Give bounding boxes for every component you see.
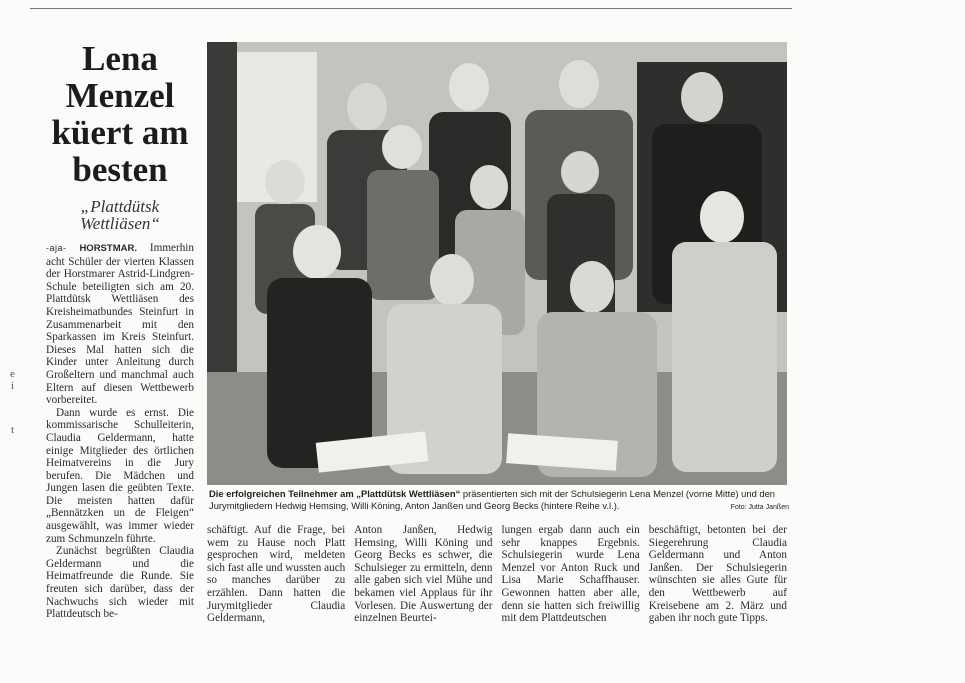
group-photo: [207, 42, 787, 485]
article-subheadline: „Plattdütsk Wettliäsen“: [80, 197, 160, 233]
dateline: HORSTMAR.: [79, 243, 137, 254]
photo-caption: [209, 488, 789, 514]
group-photo-image: [207, 42, 787, 485]
column-3: Anton Janßen, Hedwig Hemsing, Willi Köning und Georg Becks es schwer, die Schulsieger zu ermitteln, denn alle gaben sich viel Mühe und bekamen viel Applaus für ihr Vorlesen. Die Auswertung der einzelnen Beurtei-: [354, 524, 493, 625]
lead-paragraph: [46, 242, 194, 407]
column-2: schäftigt. Auf die Frage, bei wem zu Hause noch Platt gesprochen wird, meldeten sich fast alle und wussten auch so manches darüber zu erzählen. Dann hatten die Jurymitglieder Claudia Geldermann,: [207, 524, 346, 625]
author-kicker: -aja-: [46, 243, 67, 253]
article-body-left: [46, 242, 194, 621]
article-bottom-columns: [207, 524, 787, 634]
lead-text: Immerhin acht Schüler der vierten Klassen der Horstmarer Astrid-Lindgren-Schule beteiligten sich am 20. Plattdütsk Wettliäsen des Kreisheimatbundes Steinfurt in Zusammenarbeit mit den Sparkassen im Kreis Steinfurt. Dieses Mal hatten sich die Kinder unter Anleitung durch Großeltern und manchmal auch Eltern auf diesen Wettbewerb vorbereitet.: [46, 242, 195, 407]
margin-mark: i: [11, 380, 15, 392]
column-4: lungen ergab dann auch ein sehr knappes Ergebnis. Schulsiegerin wurde Lena Menzel vor Anton Ruck und Lisa Marie Schaffhauser. Gewonnen hatten aber alle, denn sie hatten sich freiwillig mit dem Plattdeutschen: [501, 524, 640, 625]
paragraph-2: Dann wurde es ernst. Die kommissarische Schulleiterin, Claudia Geldermann, hatte einige Mitglieder des örtlichen Heimatvereins in die Jury berufen. Die Mädchen und Jungen lasen die geübten Texte. Die meisten hatten dafür „Bennätzken un de Fleigen“ ausgewählt, was immer wieder zum Schmunzeln führte.: [46, 406, 194, 545]
margin-mark: e: [10, 368, 15, 380]
caption-bold: Die erfolgreichen Teilnehmer am „Plattdütsk Wettliäsen“: [209, 488, 461, 499]
article-left-column: [46, 40, 194, 621]
margin-mark: t: [11, 424, 15, 436]
article-headline: Lena Menzel küert am besten: [51, 39, 189, 189]
column-5: beschäftigt, betonten bei der Siegerehrung Claudia Geldermann und Anton Janßen. Der Schulsiegerin wünschten sie alles Gute für den Wettbewerb auf Kreisebene am 2. März und gaben ihr noch gute Tipps.: [648, 524, 787, 625]
page-top-rule: [30, 8, 792, 9]
paragraph-3-start: Zunächst begrüßten Claudia Geldermann und die Heimatfreunde die Runde. Sie freuten sich darüber, dass der Nachwuchs sich wieder mit Plattdeutsch be-: [46, 545, 194, 621]
photo-credit: Foto: Jutta Janßen: [730, 504, 789, 511]
caption-text: präsentierten sich mit der Schulsiegerin Lena Menzel (vorne Mitte) und den Jurymitgliedern Hedwig Hemsing, Willi Köning, Anton Janßen und Georg Becks (hintere Reihe v.l.).: [209, 488, 776, 511]
